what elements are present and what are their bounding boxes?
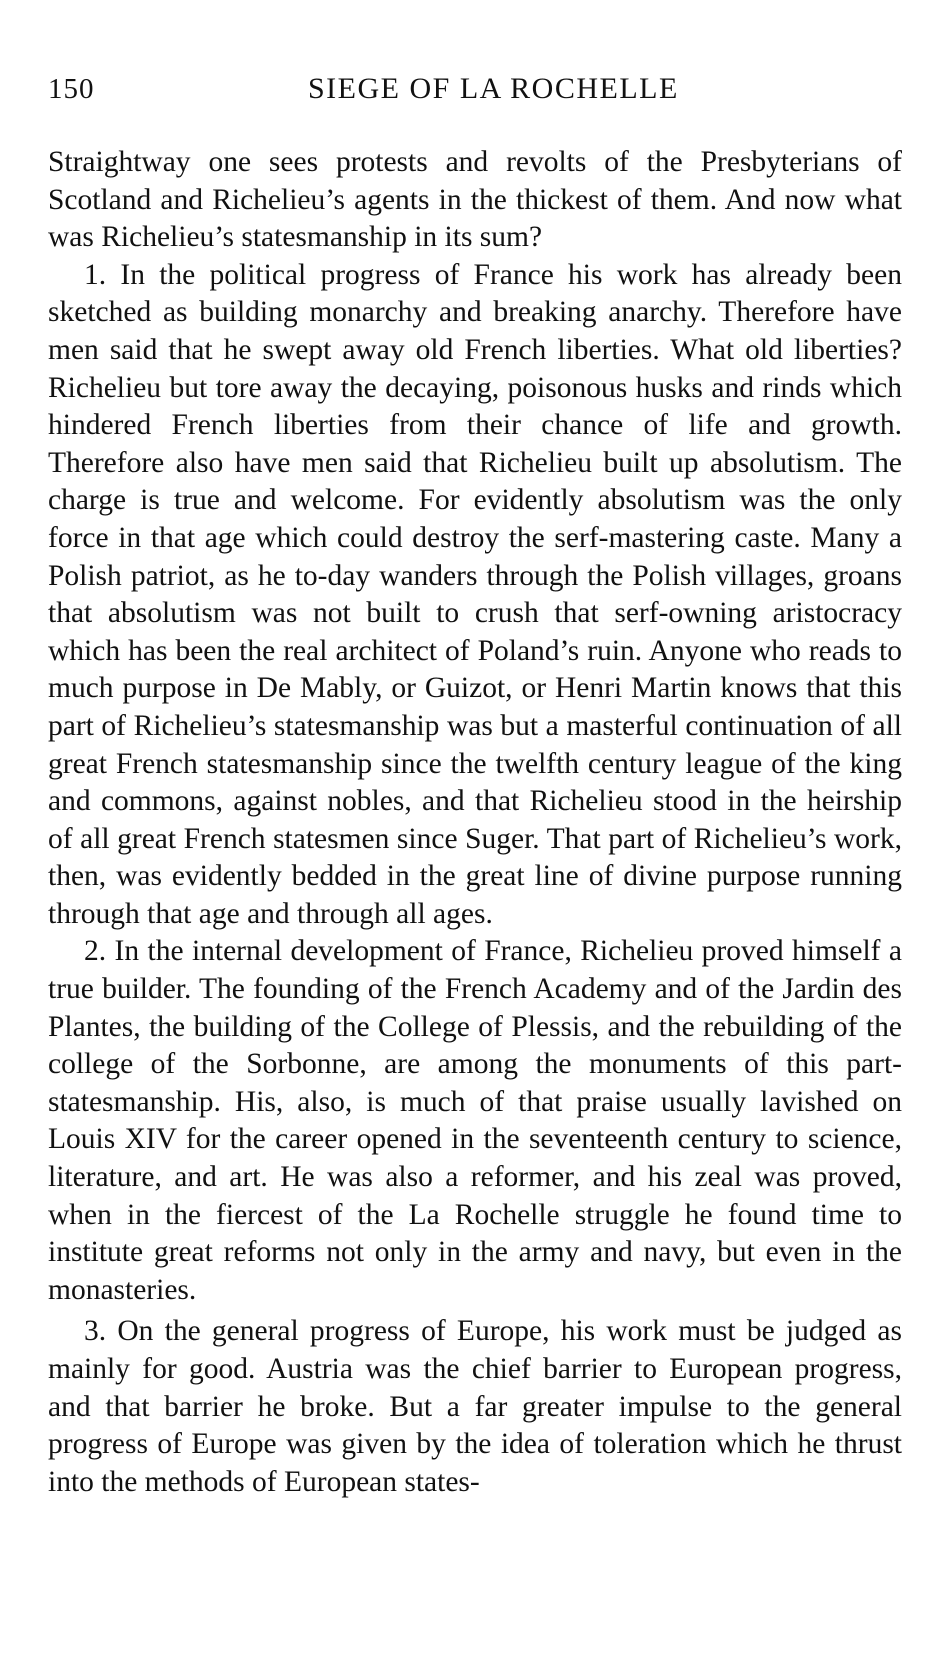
paragraph-point-1: 1. In the political progress of France his work has already been sketched as building monarchy and breaking anarchy. Therefore have men said that he swept away old French liberties. What old liberties? Richelieu but tore away the decaying, poisonous husks and rinds which hindered French liberties from their chance of life and growth. Therefore also have men said that Richelieu built up absolutism. The charge is true and welcome. For evidently absolutism was the only force in that age which could destroy the serf-mastering caste. Many a Polish patriot, as he to-day wanders through the Polish villages, groans that absolutism was not built to crush that serf-owning aristocracy which has been the real architect of Poland’s ruin. Anyone who reads to much purpose in De Mably, or Guizot, or Henri Martin knows that this part of Richelieu’s statesmanship was but a masterful continuation of all great French statesmanship since the twelfth century league of the king and commons, against nobles, and that Richelieu stood in the heirship of all great French statesmen since Suger. That part of Richelieu’s work, then, was evidently bedded in the great line of divine purpose running through that age and through all ages. <box>48 258 902 930</box>
book-page <box>48 72 902 1501</box>
running-head <box>48 72 902 132</box>
running-title: SIEGE OF LA ROCHELLE <box>308 72 679 105</box>
page-number: 150 <box>48 73 95 105</box>
body-text <box>48 144 902 1501</box>
paragraph-point-2: 2. In the internal development of France, Richelieu proved himself a true builder. The founding of the French Academy and of the Jardin des Plantes, the building of the College of Plessis, and the rebuilding of the college of the Sorbonne, are among the monuments of this part-statesmanship. His, also, is much of that praise usually lavished on Louis XIV for the career opened in the seventeenth century to science, literature, and art. He was also a reformer, and his zeal was proved, when in the fiercest of the La Rochelle struggle he found time to institute great reforms not only in the army and navy, but even in the monasteries. <box>48 935 902 1306</box>
paragraph-continued: Straightway one sees protests and revolts of the Presbyterians of Scotland and Richelieu’s agents in the thickest of them. And now what was Richelieu’s statesmanship in its sum? <box>48 146 902 254</box>
paragraph-point-3: 3. On the general progress of Europe, his work must be judged as mainly for good. Austria was the chief barrier to European progress, and that barrier he broke. But a far greater impulse to the general progress of Europe was given by the idea of toleration which he thrust into the methods of European states- <box>48 1315 902 1498</box>
